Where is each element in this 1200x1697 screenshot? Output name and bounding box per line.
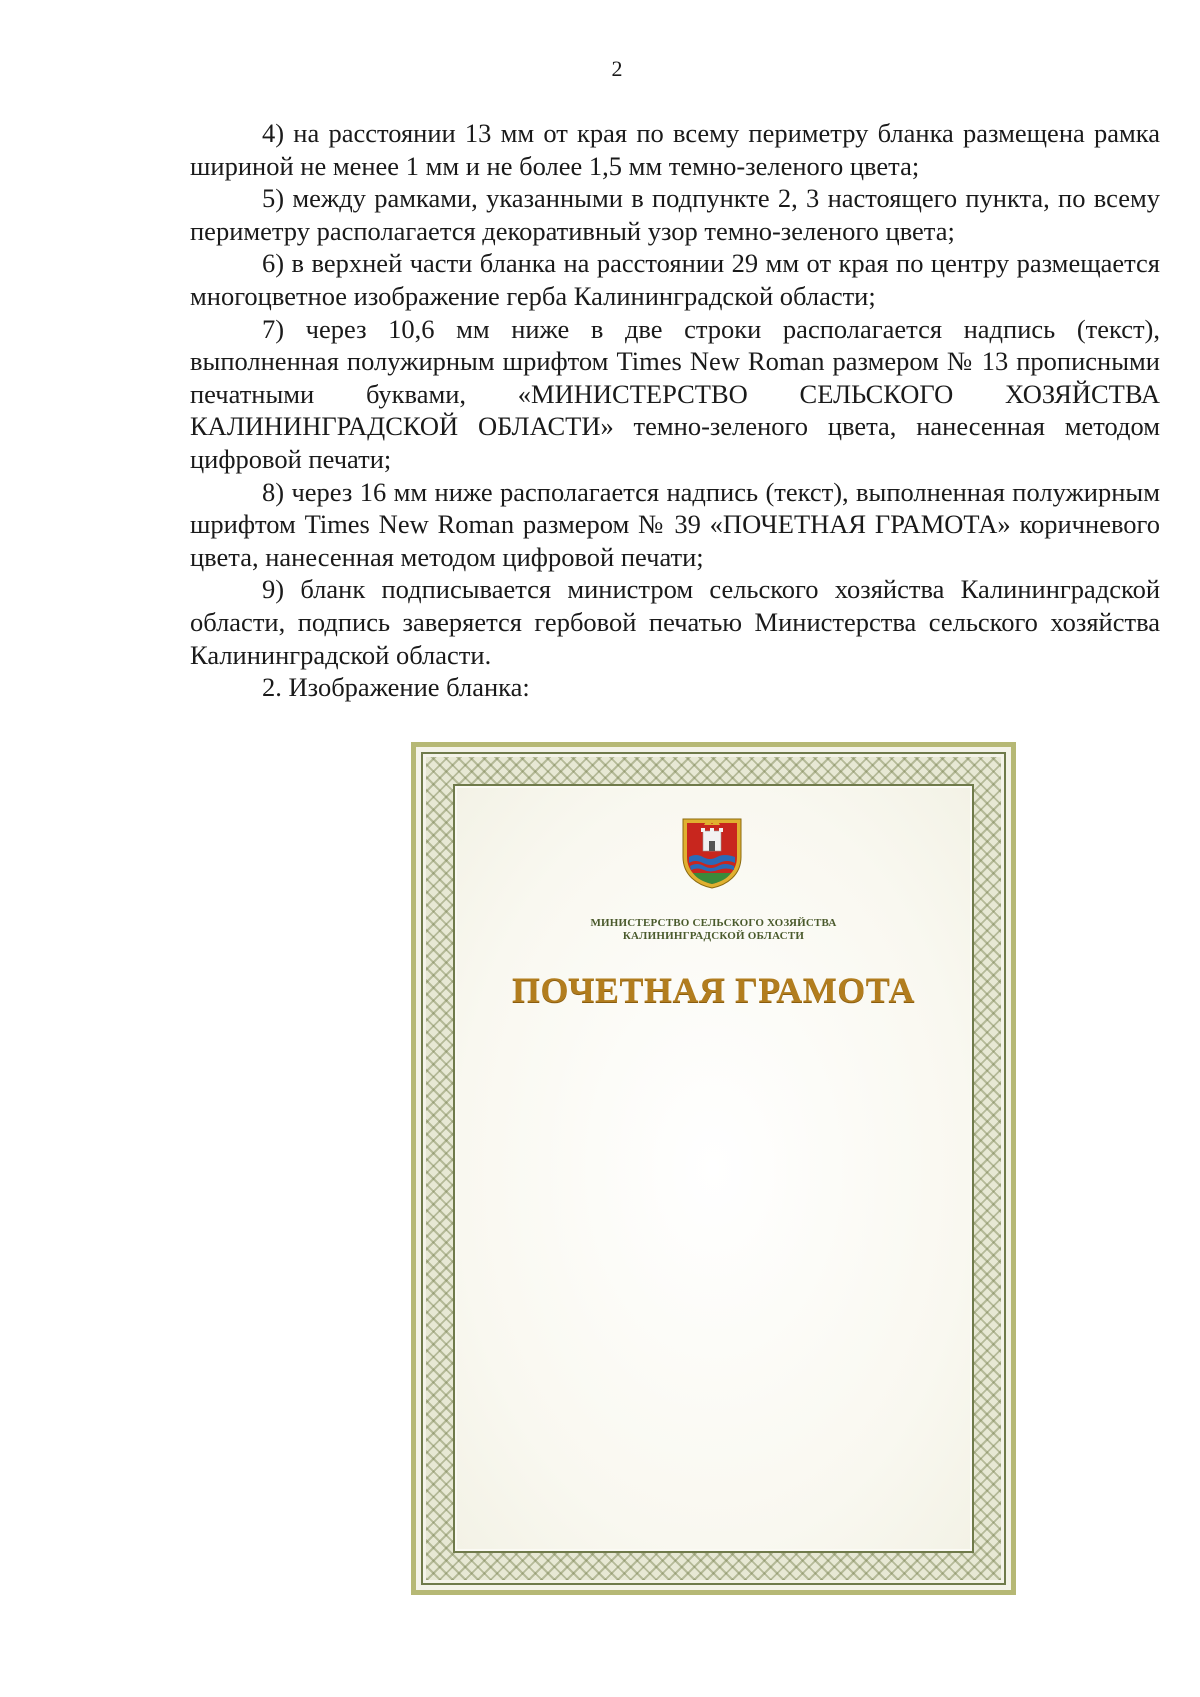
paragraph-item-7: 7) через 10,6 мм ниже в две строки располагается надпись (текст), выполненная полужирным шрифтом Times New Roman размером № 13 прописными печатными буквами, «МИНИСТЕРСТВО СЕЛЬСКОГО ХОЗЯЙСТВА КАЛИНИНГРАДСКОЙ ОБЛАСТИ» темно-зеленого цвета, нанесенная методом цифровой печати; (190, 313, 1160, 474)
paragraph-item-4: 4) на расстоянии 13 мм от края по всему периметру бланка размещена рамка шириной не менее 1 мм и не более 1,5 мм темно-зеленого цвета; (190, 118, 1160, 181)
certificate-title: ПОЧЕТНАЯ ГРАМОТА (511, 970, 916, 1010)
ministry-heading (411, 917, 1016, 943)
certificate-field (457, 788, 970, 1549)
page-number: 2 (611, 56, 623, 81)
document-body (190, 117, 1160, 704)
ministry-heading-line-1: МИНИСТЕРСТВО СЕЛЬСКОГО ХОЗЯЙСТВА (590, 917, 837, 929)
paragraph-item-6: 6) в верхней части бланка на расстоянии 29 мм от края по центру размещается многоцветное изображение герба Калининградской области; (190, 248, 1160, 311)
certificate-blank-image (411, 742, 1016, 1595)
coat-of-arms-icon (681, 817, 743, 889)
paragraph-blank-image-caption: 2. Изображение бланка: (262, 672, 530, 703)
paragraph-item-8: 8) через 16 мм ниже располагается надпись (текст), выполненная полужирным шрифтом Times New Roman размером № 39 «ПОЧЕТНАЯ ГРАМОТА» коричневого цвета, нанесенная методом цифровой печати; (190, 476, 1160, 572)
paragraph-item-5: 5) между рамками, указанными в подпункте 2, 3 настоящего пункта, по всему периметру располагается декоративный узор темно-зеленого цвета; (190, 183, 1160, 246)
ministry-heading-line-2: КАЛИНИНГРАДСКОЙ ОБЛАСТИ (622, 930, 805, 942)
paragraph-item-9: 9) бланк подписывается министром сельского хозяйства Калининградской области, подпись заверяется гербовой печатью Министерства сельского хозяйства Калининградской области. (190, 574, 1160, 670)
